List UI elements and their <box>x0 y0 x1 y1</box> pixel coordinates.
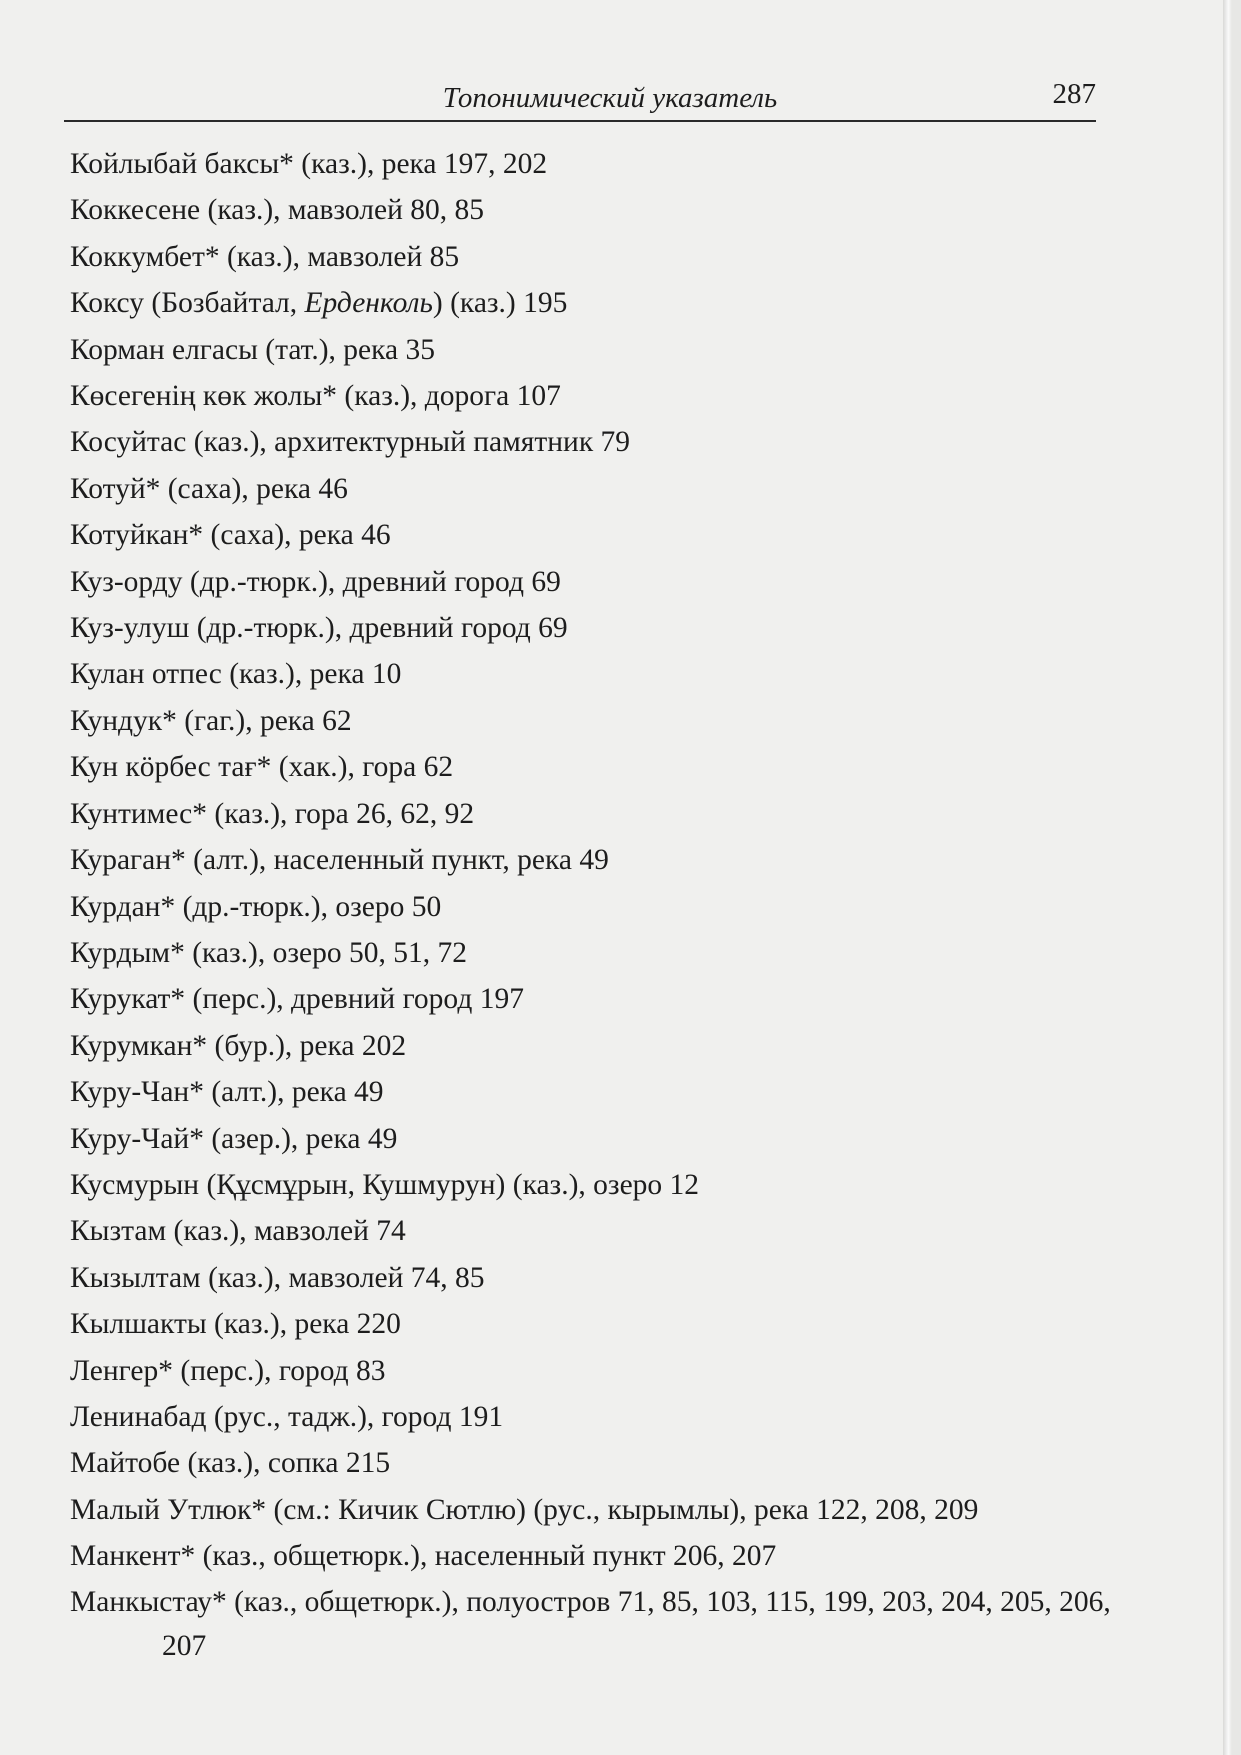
index-entry: Кусмурын (Құсмұрын, Кушмурун) (каз.), озеро 12 <box>70 1168 700 1201</box>
toponym-index-list <box>70 141 1120 1668</box>
index-entry: Кун кöрбес тағ* (хак.), гора 62 <box>70 751 454 784</box>
index-entry: Коккумбет* (каз.), мавзолей 85 <box>70 240 460 273</box>
index-entry: Куру-Чай* (азер.), река 49 <box>70 1122 398 1155</box>
index-entry: Кулан отпес (каз.), река 10 <box>70 658 402 691</box>
index-entry: Кызтам (каз.), мавзолей 74 <box>70 1215 406 1248</box>
entry-text: Коксу (Бозбайтал, <box>70 287 305 320</box>
index-entry: Кундук* (гаг.), река 62 <box>70 704 352 737</box>
entry-italic-variant: Ерденколь <box>304 287 433 320</box>
index-entry: Манкыстау* (каз., общетюрк.), полуостров 71, 85, 103, 115, 199, 203, 204, 205, 206, 207 <box>70 1585 1111 1662</box>
page-number: 287 <box>1052 78 1096 110</box>
running-head <box>64 78 1096 122</box>
index-entry: Косуйтас (каз.), архитектурный памятник 79 <box>70 426 631 459</box>
index-entry: Ленгер* (перс.), город 83 <box>70 1354 386 1387</box>
index-entry <box>70 280 1120 326</box>
index-entry: Кызылтам (каз.), мавзолей 74, 85 <box>70 1261 485 1294</box>
index-entry: Котуй* (саха), река 46 <box>70 472 348 505</box>
index-entry: Куз-орду (др.-тюрк.), древний город 69 <box>70 565 561 598</box>
index-entry: Малый Утлюк* (см.: Кичик Сютлю) (рус., кырымлы), река 122, 208, 209 <box>70 1493 979 1526</box>
index-entry: Курдан* (др.-тюрк.), озеро 50 <box>70 890 442 923</box>
index-entry: Кылшакты (каз.), река 220 <box>70 1308 401 1341</box>
index-entry: Кунтимес* (каз.), гора 26, 62, 92 <box>70 797 475 830</box>
entry-text: ) (каз.) 195 <box>432 287 568 320</box>
index-entry: Курдым* (каз.), озеро 50, 51, 72 <box>70 936 467 969</box>
index-entry: Курукат* (перс.), древний город 197 <box>70 983 524 1016</box>
running-title: Топонимический указатель <box>442 82 778 114</box>
index-entry: Котуйкан* (саха), река 46 <box>70 519 391 552</box>
index-entry: Куз-улуш (др.-тюрк.), древний город 69 <box>70 612 568 645</box>
index-entry: Майтобе (каз.), сопка 215 <box>70 1447 391 1480</box>
index-entry: Куру-Чан* (алт.), река 49 <box>70 1076 384 1109</box>
page-edge <box>1223 0 1232 1755</box>
index-entry: Корман елгасы (тат.), река 35 <box>70 333 436 366</box>
header-rule <box>64 120 1096 122</box>
index-entry: Манкент* (каз., общетюрк.), населенный пункт 206, 207 <box>70 1540 777 1573</box>
index-entry: Койлыбай баксы* (каз.), река 197, 202 <box>70 148 548 180</box>
index-entry: Ленинабад (рус., тадж.), город 191 <box>70 1400 504 1433</box>
index-entry: Курумкан* (бур.), река 202 <box>70 1029 407 1062</box>
index-entry: Коккесене (каз.), мавзолей 80, 85 <box>70 194 484 227</box>
index-entry: Көсегенің көк жолы* (каз.), дорога 107 <box>70 380 561 413</box>
index-entry: Кураган* (алт.), населенный пункт, река 49 <box>70 844 609 877</box>
